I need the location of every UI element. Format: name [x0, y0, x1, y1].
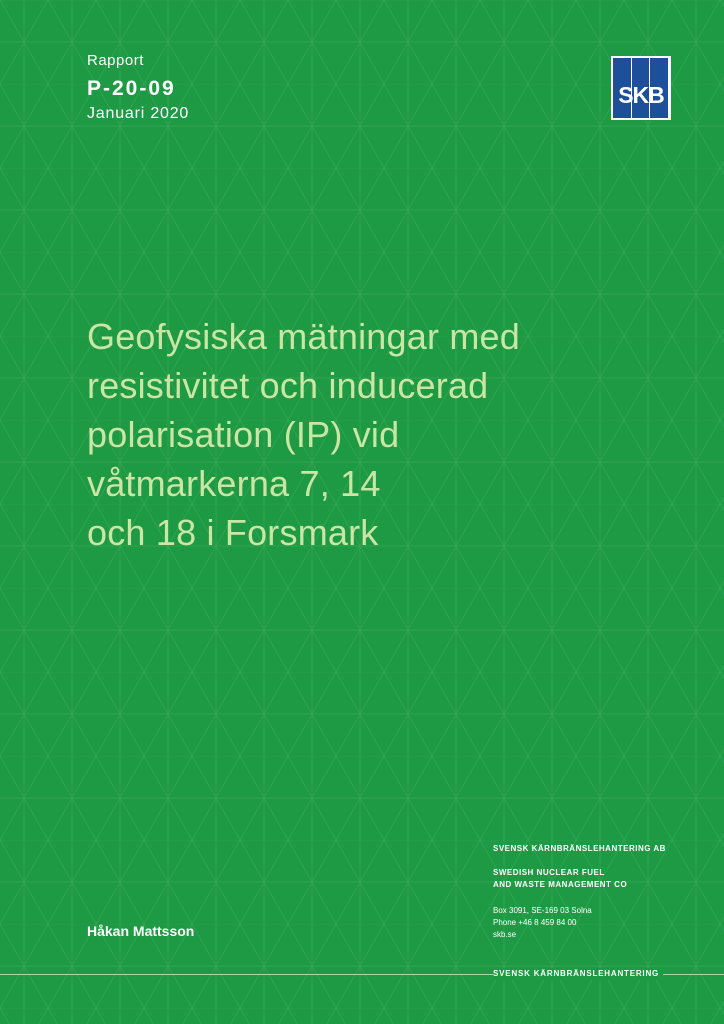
title-line: och 18 i Forsmark	[87, 512, 379, 553]
organization-phone: Phone +46 8 459 84 00	[493, 918, 577, 927]
organization-address: Box 3091, SE-169 03 Solna	[493, 906, 592, 915]
organization-name-en-line2: AND WASTE MANAGEMENT CO	[493, 880, 628, 889]
report-type-label: Rapport	[87, 52, 144, 69]
title-line: våtmarkerna 7, 14	[87, 463, 381, 504]
organization-name-en-line1: SWEDISH NUCLEAR FUEL	[493, 868, 605, 877]
logo-text: SKB	[618, 82, 664, 108]
skb-logo-mark	[613, 58, 669, 118]
organization-contact	[493, 905, 592, 941]
footer-organization: SVENSK KÄRNBRÄNSLEHANTERING	[493, 968, 663, 980]
author-name: Håkan Mattsson	[87, 923, 195, 939]
title-line: polarisation (IP) vid	[87, 414, 400, 455]
title-line: Geofysiska mätningar med	[87, 316, 520, 357]
report-number: P-20-09	[87, 77, 176, 100]
skb-logo	[611, 56, 671, 120]
report-date: Januari 2020	[87, 105, 190, 122]
organization-name-en	[493, 867, 627, 891]
organization-website: skb.se	[493, 930, 517, 939]
title-line: resistivitet och inducerad	[87, 365, 489, 406]
organization-name-sv: SVENSK KÄRNBRÄNSLEHANTERING AB	[493, 844, 666, 853]
report-title	[87, 312, 647, 557]
